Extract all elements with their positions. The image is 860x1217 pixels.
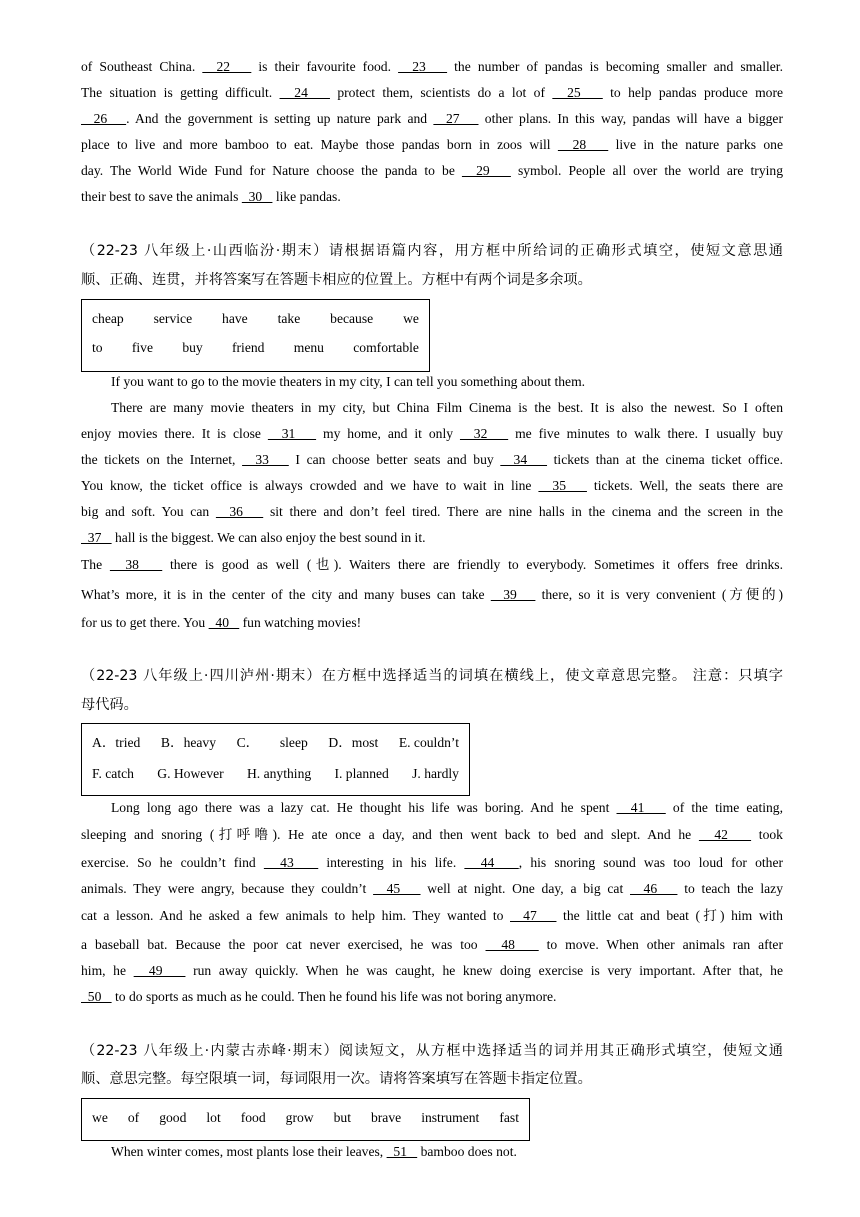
answer-blank[interactable]: 42 [698,827,752,842]
word-box [81,299,430,372]
text-line [81,961,783,981]
word-box-row [82,764,469,784]
text-line [81,555,783,575]
word-option: J. hardly [412,766,459,781]
text-segment: fun watching movies! [239,615,362,630]
answer-blank[interactable]: 24 [279,85,330,100]
text-line [81,853,783,873]
answer-blank[interactable]: 33 [242,452,289,467]
text-line [81,585,783,605]
text-segment: Long long ago there was a lazy cat. He thought his life was boring. And he spent [111,800,617,815]
answer-blank[interactable]: 30 [241,189,273,204]
text-segment: the tickets on the Internet, [81,452,243,467]
answer-blank[interactable]: 31 [267,426,317,441]
text-segment: their best to save the animals [81,189,242,204]
word-option: A．tried [92,735,141,750]
answer-blank[interactable]: 44 [464,855,519,870]
word-option: instrument [421,1110,480,1125]
text-segment: is their favourite food. [251,59,399,74]
answer-blank[interactable]: 32 [459,426,509,441]
word-option: menu [293,340,324,355]
text-segment: my home, and it only [316,426,460,441]
answer-blank[interactable]: 36 [215,504,264,519]
text-segment: tickets. Well, the seats there are [586,478,783,493]
text-line [81,83,783,103]
answer-blank[interactable]: 46 [630,881,678,896]
text-line [81,135,783,155]
text-line [81,825,783,845]
answer-blank[interactable]: 23 [398,59,448,74]
text-segment: to move. When other animals ran after [538,937,783,952]
text-segment: enjoy movies there. It is close [81,426,268,441]
text-segment: interesting in his life. [318,855,465,870]
word-option: C． [236,735,260,750]
word-option: of [127,1110,140,1125]
word-option: H. anything [246,766,312,781]
text-segment: him, he [81,963,134,978]
word-option: buy [182,340,203,355]
text-segment: well at night. One day, a big cat [420,881,631,896]
answer-blank[interactable]: 49 [133,963,186,978]
text-segment: tickets than at the cinema ticket office. [547,452,783,467]
text-segment: The [81,557,110,572]
text-segment: , his snoring sound was too loud for other [518,855,784,870]
text-segment: When winter comes, most plants lose their leaves, [111,1144,387,1159]
text-segment: of Southeast China. [81,59,203,74]
text-segment: sit there and don’t feel tired. There are nine halls in the cinema and the screen in the [263,504,783,519]
answer-blank[interactable]: 22 [202,59,252,74]
text-segment: to teach the lazy [677,881,783,896]
text-segment: of the time eating, [665,800,783,815]
text-segment: a baseball bat. Because the poor cat never exercised, he was too [81,937,486,952]
word-box [81,1098,530,1141]
text-segment: animals. They were angry, because they couldn’t [81,881,374,896]
text-segment: place to live and more bamboo to eat. Maybe those pandas born in zoos will [81,137,558,152]
answer-blank[interactable]: 35 [538,478,587,493]
text-segment: big and soft. You can [81,504,216,519]
word-option: food [240,1110,266,1125]
text-segment: hall is the biggest. We can also enjoy the best sound in it. [111,530,426,545]
answer-blank[interactable]: 43 [263,855,319,870]
text-line [81,57,783,77]
section-instruction: （22-23 八年级上·内蒙古赤峰·期末）阅读短文，从方框中选择适当的词并用其正确形式填空，使短文通 [81,1043,783,1059]
text-line [81,502,783,522]
text-line [81,450,783,470]
answer-blank[interactable]: 39 [490,587,536,602]
text-line [111,398,783,418]
word-option: friend [232,340,265,355]
answer-blank[interactable]: 27 [433,111,479,126]
word-box [81,723,470,796]
word-option: to [92,340,103,355]
section-instruction: （22-23 八年级上·四川泸州·期末）在方框中选择适当的词填在横线上，使文章意思完整。 注意：只填字 [81,668,783,684]
word-option: good [159,1110,187,1125]
text-segment: live in the nature parks one [608,137,783,152]
text-line [81,987,783,1007]
answer-blank[interactable]: 51 [386,1144,418,1159]
text-segment: the number of pandas is becoming smaller and smaller. [447,59,783,74]
word-option: B．heavy [160,735,217,750]
text-segment: exercise. So he couldn’t find [81,855,264,870]
text-line [81,879,783,899]
text-segment: If you want to go to the movie theaters in my city, I can tell you something about them. [111,374,586,389]
text-segment: there is good as well (也). Waiters there are friendly to everybody. Sometimes it offers free drinks. [162,557,783,572]
text-segment: other plans. In this way, pandas will have a bigger [478,111,783,126]
word-option: grow [285,1110,314,1125]
text-segment: I can choose better seats and buy [288,452,501,467]
text-segment: like pandas. [272,189,341,204]
word-option: have [222,311,248,326]
text-segment: day. The World Wide Fund for Nature choose the panda to be [81,163,462,178]
section-instruction: 顺、正确、连贯，并将答案写在答题卡相应的位置上。方框中有两个词是多余项。 [81,272,592,288]
text-segment: cat a lesson. And he asked a few animals to help him. They wanted to [81,908,511,923]
word-option: but [333,1110,351,1125]
text-segment: The situation is getting difficult. [81,85,280,100]
word-option: G. However [157,766,224,781]
word-option: sleep [279,735,308,750]
word-option: D．most [328,735,379,750]
word-option: comfortable [353,340,419,355]
answer-blank[interactable]: 37 [81,530,112,545]
word-box-row [82,1108,529,1128]
answer-blank[interactable]: 25 [552,85,603,100]
text-line [81,613,783,633]
word-option: we [403,311,419,326]
text-line [81,187,783,207]
text-segment: You know, the ticket office is always crowded and we have to wait in line [81,478,539,493]
word-option: service [153,311,193,326]
answer-blank[interactable]: 29 [461,163,511,178]
word-option: brave [370,1110,402,1125]
word-option: take [277,311,301,326]
section-instruction: 母代码。 [81,697,138,713]
word-option: because [330,311,374,326]
text-segment: to do sports as much as he could. Then he found his life was not boring anymore. [111,989,557,1004]
answer-blank[interactable]: 38 [109,557,163,572]
answer-blank[interactable]: 41 [616,800,666,815]
text-segment: symbol. People all over the world are trying [510,163,783,178]
text-line [81,476,783,496]
text-line [111,372,783,392]
word-option: E. couldn’t [398,735,459,750]
answer-blank[interactable]: 28 [557,137,609,152]
answer-blank[interactable]: 40 [208,615,240,630]
text-segment: sleeping and snoring (打呼噜). He ate once a day, and then went back to bed and slept. And he [81,827,699,842]
answer-blank[interactable]: 45 [373,881,421,896]
text-segment: What’s more, it is in the center of the city and many buses can take [81,587,491,602]
text-segment: the little cat and beat (打) him with [556,908,783,923]
word-box-row [82,733,469,753]
text-line [111,1142,783,1162]
text-segment: protect them, scientists do a lot of [329,85,553,100]
text-segment: for us to get there. You [81,615,209,630]
section-instruction: 顺、意思完整。每空限填一词，每词限用一次。请将答案填写在答题卡指定位置。 [81,1071,592,1087]
text-segment: there, so it is very convenient (方便的) [535,587,783,602]
text-line [81,935,783,955]
answer-blank[interactable]: 34 [500,452,548,467]
text-segment: There are many movie theaters in my city, but China Film Cinema is the best. It is also the newest. So I often [111,400,783,415]
text-line [81,424,783,444]
word-box-row [82,338,429,358]
word-option: cheap [92,311,124,326]
word-option: fast [499,1110,519,1125]
text-line [81,109,783,129]
word-option: we [92,1110,108,1125]
answer-blank[interactable]: 47 [510,908,557,923]
text-segment: to help pandas produce more [602,85,784,100]
text-segment: bamboo does not. [417,1144,517,1159]
section-instruction: （22-23 八年级上·山西临汾·期末）请根据语篇内容，用方框中所给词的正确形式填空，使短文意思通 [81,243,783,259]
word-option: I. planned [334,766,389,781]
text-line [81,528,783,548]
text-segment: . And the government is setting up nature park and [126,111,434,126]
word-option: lot [206,1110,221,1125]
text-segment: me five minutes to walk there. I usually buy [508,426,784,441]
answer-blank[interactable]: 26 [81,111,127,126]
word-box-row [82,309,429,329]
answer-blank[interactable]: 48 [485,937,539,952]
text-segment: took [751,827,783,842]
word-option: F. catch [92,766,134,781]
answer-blank[interactable]: 50 [81,989,112,1004]
text-line [81,906,783,926]
text-segment: run away quickly. When he was caught, he knew doing exercise is very important. After that, he [185,963,783,978]
word-option: five [131,340,154,355]
text-line [111,798,783,818]
text-line [81,161,783,181]
